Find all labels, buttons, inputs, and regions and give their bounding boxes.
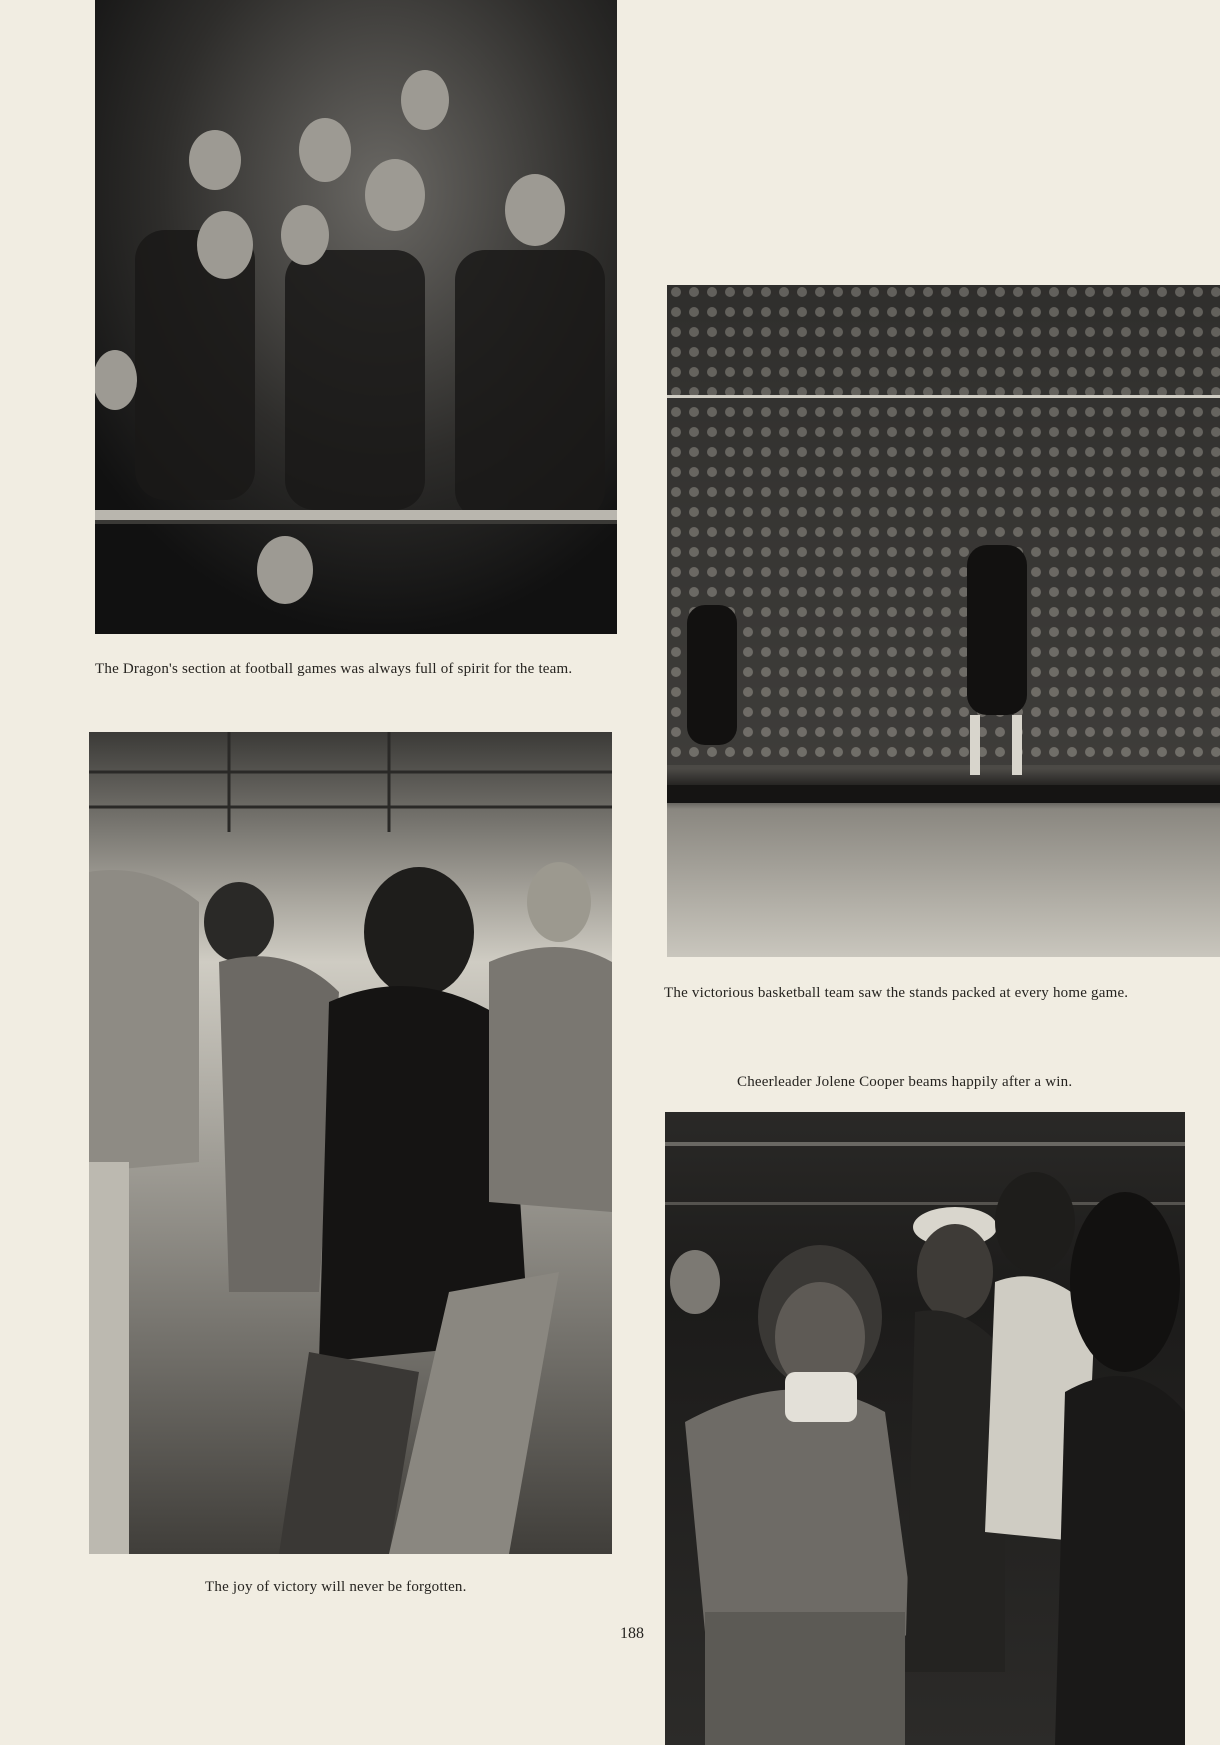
page-number: 188 xyxy=(620,1625,644,1642)
photo-cheerleader xyxy=(665,1112,1185,1745)
caption-dragon-section: The Dragon's section at football games was always full of spirit for the team. xyxy=(95,661,573,677)
photo-packed-stands xyxy=(667,285,1220,957)
photo-joy-of-victory-image xyxy=(89,732,612,1554)
photo-dragon-section-image xyxy=(95,0,617,634)
photo-dragon-section xyxy=(95,0,617,634)
photo-cheerleader-image xyxy=(665,1112,1185,1745)
photo-joy-of-victory xyxy=(89,732,612,1554)
caption-packed-stands: The victorious basketball team saw the stands packed at every home game. xyxy=(664,985,1129,1001)
photo-packed-stands-image xyxy=(667,285,1220,957)
caption-cheerleader: Cheerleader Jolene Cooper beams happily after a win. xyxy=(737,1074,1073,1090)
caption-joy-of-victory: The joy of victory will never be forgotten. xyxy=(205,1579,467,1595)
